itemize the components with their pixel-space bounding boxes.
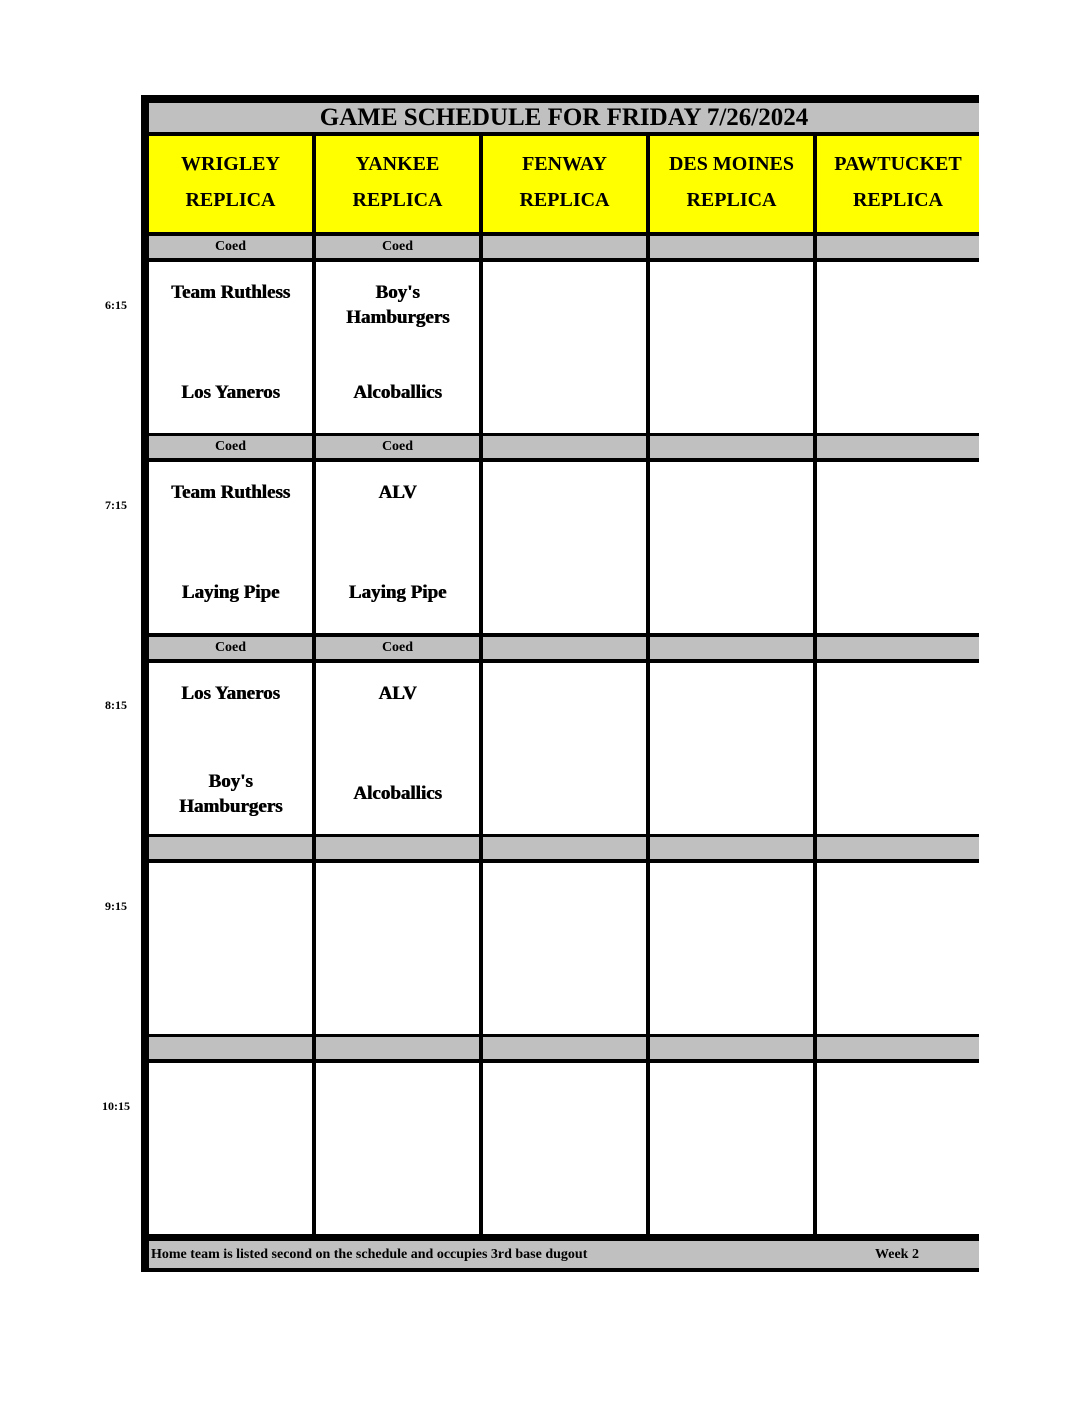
time-slot-label: 10:15: [102, 1099, 130, 1113]
time-slot-label: 8:15: [105, 698, 127, 712]
field-name: WRIGLEY: [181, 153, 280, 175]
time-slot-label: 9:15: [105, 899, 127, 913]
home-team: Alcoballics: [353, 382, 442, 403]
game-cell: [483, 1063, 646, 1234]
field-type: REPLICA: [352, 189, 443, 211]
game-cell: [817, 462, 979, 633]
field-name: DES MOINES: [668, 153, 795, 175]
home-team: Los Yaneros: [181, 382, 280, 403]
division-label: [149, 1037, 312, 1059]
schedule-footer: [149, 1241, 979, 1268]
time-slot-label: 7:15: [105, 498, 127, 512]
division-label: [817, 637, 979, 659]
field-header: [817, 136, 979, 232]
game-cell: [650, 462, 813, 633]
game-cell: [316, 262, 479, 433]
away-team: Team Ruthless: [170, 282, 291, 303]
division-label: Coed: [316, 236, 479, 258]
division-label: [650, 637, 813, 659]
field-header: [483, 136, 646, 232]
game-cell: [483, 462, 646, 633]
field-type: REPLICA: [185, 189, 276, 211]
home-team: Boy's Hamburgers: [179, 771, 283, 817]
field-type: REPLICA: [519, 189, 610, 211]
field-name: PAWTUCKET: [834, 153, 962, 175]
field-header: [650, 136, 813, 232]
game-cell: [483, 663, 646, 834]
division-label: [817, 236, 979, 258]
division-label: [650, 436, 813, 458]
division-label: Coed: [316, 436, 479, 458]
division-label: [316, 837, 479, 859]
field-type: REPLICA: [852, 189, 943, 211]
week-label: Week 2: [875, 1247, 919, 1262]
division-label: [483, 236, 646, 258]
away-team: ALV: [378, 683, 417, 704]
time-slot-label: 6:15: [105, 298, 127, 312]
division-label: Coed: [149, 637, 312, 659]
game-cell: [817, 863, 979, 1034]
home-team: Alcoballics: [353, 783, 442, 804]
field-header: [149, 136, 312, 232]
away-team: Los Yaneros: [181, 683, 280, 704]
division-label: [483, 637, 646, 659]
game-cell: [817, 262, 979, 433]
game-cell: [316, 1063, 479, 1234]
away-team: ALV: [378, 482, 417, 503]
division-label: [650, 1037, 813, 1059]
division-label: [650, 837, 813, 859]
away-team: Team Ruthless: [170, 482, 291, 503]
home-team: Laying Pipe: [181, 582, 280, 603]
division-label: [817, 1037, 979, 1059]
game-cell: [483, 262, 646, 433]
game-cell: [817, 1063, 979, 1234]
game-cell: [817, 663, 979, 834]
game-cell: [149, 863, 312, 1034]
division-label: [817, 436, 979, 458]
away-team: Boy's Hamburgers: [346, 282, 450, 328]
game-cell: [483, 863, 646, 1034]
division-label: [483, 1037, 646, 1059]
division-label: [149, 837, 312, 859]
home-team: Laying Pipe: [348, 582, 447, 603]
schedule-table: [141, 95, 979, 1272]
field-name: FENWAY: [522, 153, 607, 175]
field-header: [316, 136, 479, 232]
division-label: [817, 837, 979, 859]
division-label: [650, 236, 813, 258]
division-label: Coed: [149, 436, 312, 458]
game-cell: [149, 1063, 312, 1234]
division-label: [316, 1037, 479, 1059]
game-cell: [316, 863, 479, 1034]
game-cell: [650, 262, 813, 433]
game-cell: [149, 462, 312, 633]
schedule-title: GAME SCHEDULE FOR FRIDAY 7/26/2024: [149, 103, 979, 132]
division-label: [483, 837, 646, 859]
division-label: Coed: [316, 637, 479, 659]
game-cell: [149, 663, 312, 834]
game-cell: [650, 863, 813, 1034]
game-cell: [316, 663, 479, 834]
game-cell: [650, 663, 813, 834]
field-type: REPLICA: [686, 189, 777, 211]
division-label: [483, 436, 646, 458]
home-team-note: Home team is listed second on the schedule and occupies 3rd base dugout: [151, 1247, 588, 1262]
field-name: YANKEE: [355, 153, 440, 175]
game-cell: [149, 262, 312, 433]
division-label: Coed: [149, 236, 312, 258]
game-cell: [650, 1063, 813, 1234]
game-cell: [316, 462, 479, 633]
